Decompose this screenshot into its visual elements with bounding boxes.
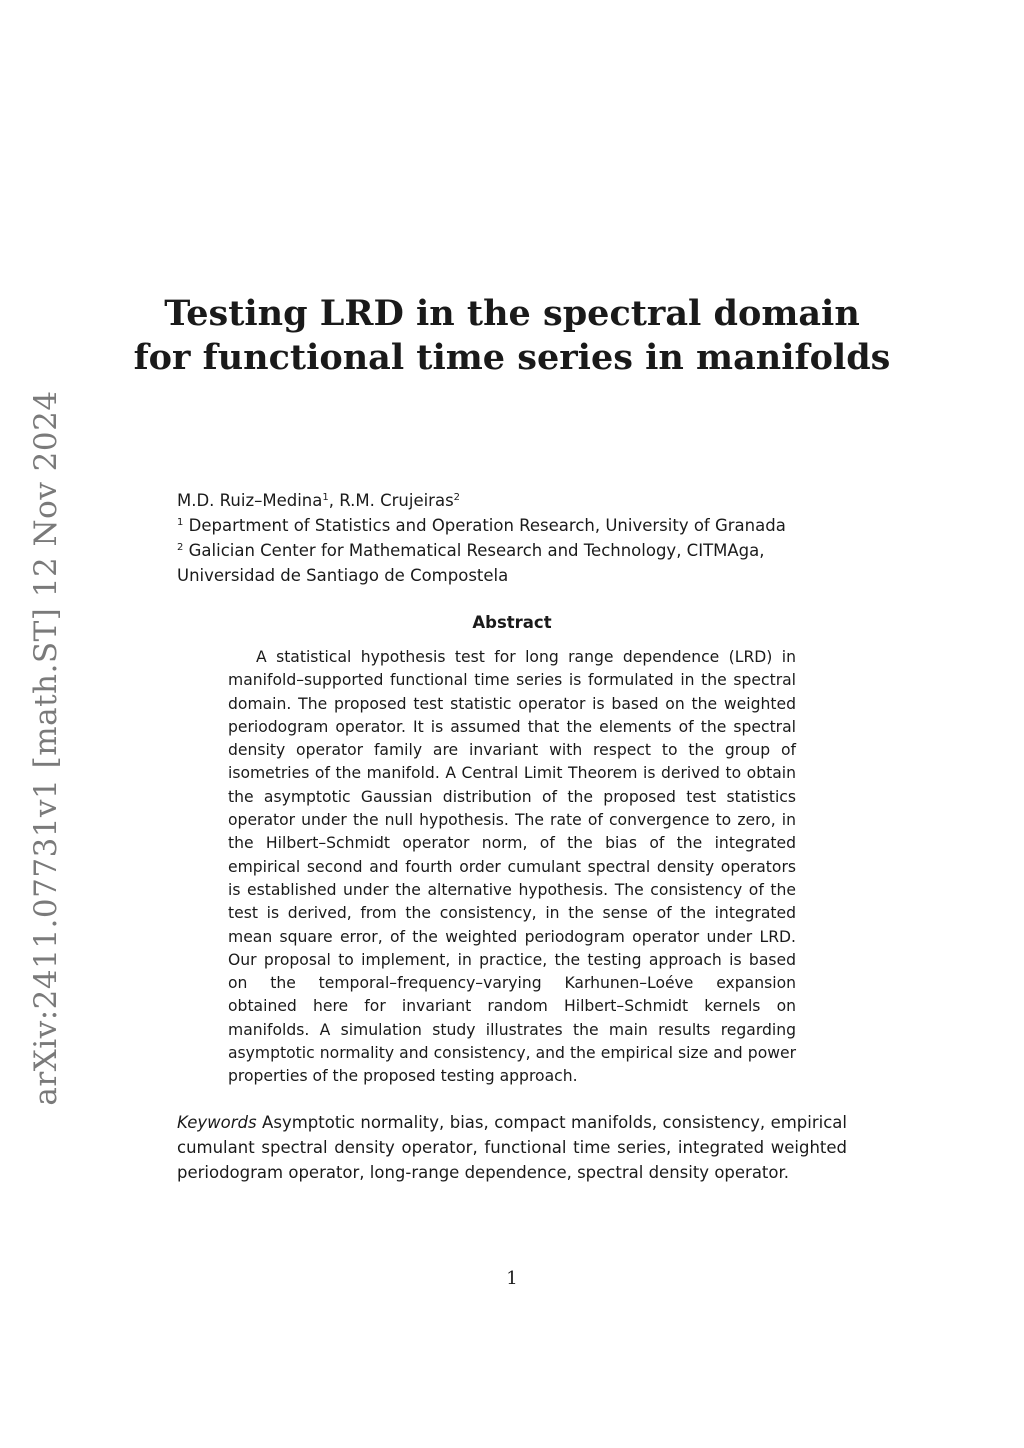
paper-title-line-2: for functional time series in manifolds	[133, 337, 891, 378]
author-name-1: M.D. Ruiz–Medina	[177, 491, 323, 510]
author-list	[177, 488, 847, 513]
author-affiliation-mark-2: 2	[453, 492, 461, 503]
affiliation-2	[177, 538, 847, 588]
arxiv-identifier-stamp: arXiv:2411.07731v1 [math.ST] 12 Nov 2024	[28, 390, 64, 1106]
author-block	[177, 488, 847, 588]
author-name-2: R.M. Crujeiras	[339, 491, 454, 510]
paper-title-line-1: Testing LRD in the spectral domain	[164, 293, 860, 334]
keywords-paragraph	[177, 1110, 847, 1185]
affiliation-text-2: Galician Center for Mathematical Research and Technology, CITMAga, Universidad de Santiago de Compostela	[177, 541, 765, 585]
abstract-body: A statistical hypothesis test for long range dependence (LRD) in manifold–supported functional time series is formulated in the spectral domain. The proposed test statistic operator is based on the weighted periodogram operator. It is assumed that the elements of the spectral density operator family are invariant with respect to the group of isometries of the manifold. A Central Limit Theorem is derived to obtain the asymptotic Gaussian distribution of the proposed test statistics operator under the null hypothesis. The rate of convergence to zero, in the Hilbert–Schmidt operator norm, of the bias of the integrated empirical second and fourth order cumulant spectral density operators is established under the alternative hypothesis. The consistency of the test is derived, from the consistency, in the sense of the integrated mean square error, of the weighted periodogram operator under LRD. Our proposal to implement, in practice, the testing approach is based on the temporal–frequency–varying Karhunen–Loéve expansion obtained here for invariant random Hilbert–Schmidt kernels on manifolds. A simulation study illustrates the main results regarding asymptotic normality and consistency, and the empirical size and power properties of the proposed testing approach.	[228, 648, 796, 1086]
abstract-heading: Abstract	[472, 613, 552, 632]
author-affiliation-mark-1: 1	[322, 492, 329, 503]
keywords-label: Keywords	[177, 1113, 257, 1132]
affiliation-text-1: Department of Statistics and Operation Research, University of Granada	[188, 516, 786, 535]
affiliation-mark-2: 2	[177, 542, 184, 553]
page-number: 1	[506, 1268, 518, 1289]
keywords-text: Asymptotic normality, bias, compact manifolds, consistency, empirical cumulant spectral density operator, functional time series, integrated weighted periodogram operator, long-range dependence, spectral density operator.	[177, 1113, 847, 1182]
author-separator: ,	[328, 491, 340, 510]
affiliation-1	[177, 513, 847, 538]
affiliation-mark-1: 1	[177, 517, 184, 528]
paper-title	[0, 292, 1024, 380]
